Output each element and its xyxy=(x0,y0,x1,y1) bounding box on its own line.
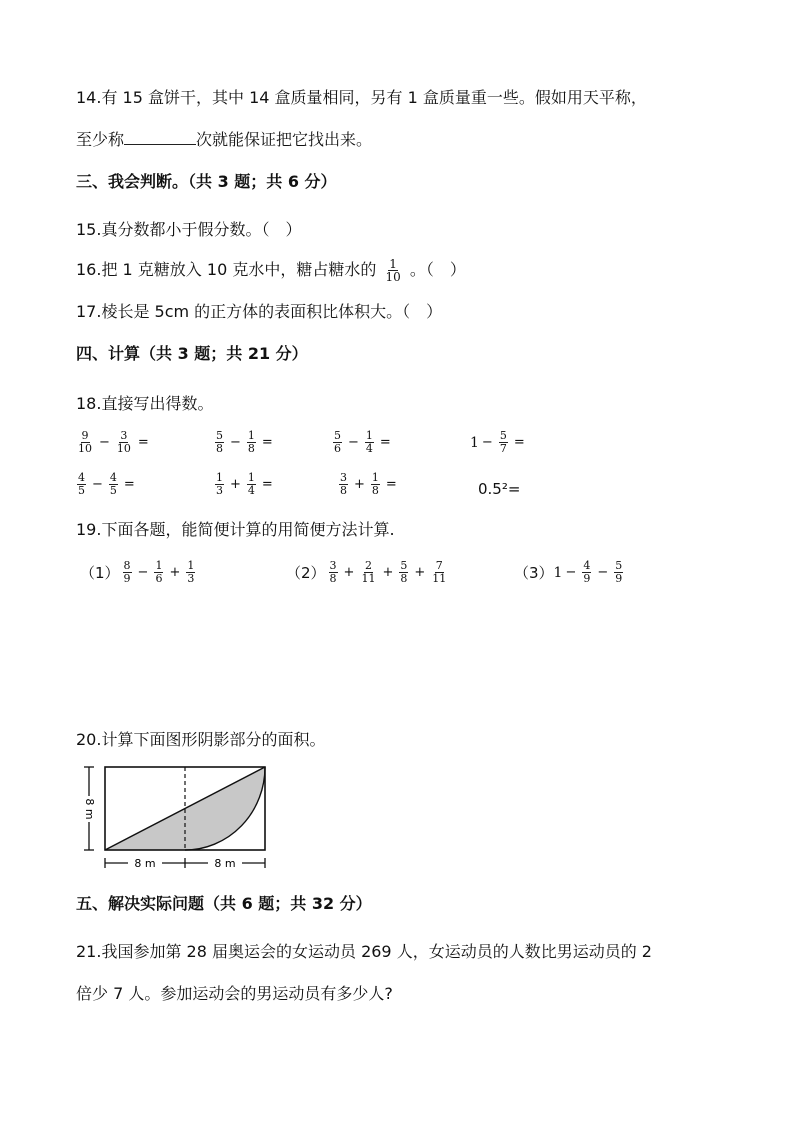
fraction xyxy=(333,430,342,455)
fraction xyxy=(116,430,132,455)
operator: − xyxy=(92,477,103,492)
fraction xyxy=(329,560,338,585)
operator: − xyxy=(597,565,609,580)
q18-item-4 xyxy=(470,430,528,455)
frac-den: 6 xyxy=(155,572,163,585)
part-label: （2） xyxy=(286,564,326,582)
q19-title: 19.下面各题，能简便计算的用简便方法计算. xyxy=(76,520,395,539)
frac-den: 8 xyxy=(329,572,337,585)
frac-den: 9 xyxy=(615,572,623,585)
equals: = xyxy=(137,435,149,450)
whole-number: 1 xyxy=(470,434,479,451)
operator: − xyxy=(99,435,110,450)
operator: − xyxy=(565,565,577,580)
frac-num: 2 xyxy=(364,559,372,572)
answer-blank[interactable] xyxy=(124,128,196,145)
part-label: （3） xyxy=(514,564,554,582)
operator: + xyxy=(354,477,365,492)
fraction xyxy=(371,472,380,497)
fraction xyxy=(247,430,256,455)
operator: + xyxy=(169,565,181,580)
frac-den: 9 xyxy=(583,572,591,585)
q21-line1: 21.我国参加第 28 届奥运会的女运动员 269 人，女运动员的人数比男运动员的 2 xyxy=(76,942,652,961)
q14-line2-before: 至少称 xyxy=(76,130,125,149)
frac-den: 7 xyxy=(499,442,507,455)
q16-after: 。（ ） xyxy=(409,260,466,279)
q18-item-5 xyxy=(74,472,138,497)
frac-num: 5 xyxy=(400,559,408,572)
bottom-right-dimension-label: 8 m xyxy=(214,857,236,870)
q18-item-7 xyxy=(336,472,400,497)
frac-den: 4 xyxy=(365,442,373,455)
frac-num: 5 xyxy=(216,429,223,442)
frac-num: 5 xyxy=(334,429,341,442)
frac-num: 5 xyxy=(499,429,507,442)
shaded-area-figure xyxy=(78,762,278,872)
frac-num: 7 xyxy=(435,559,443,572)
q21-line2: 倍少 7 人。参加运动会的男运动员有多少人? xyxy=(76,984,393,1003)
frac-den: 8 xyxy=(340,484,347,497)
q18-item-1 xyxy=(74,430,152,455)
q16-fraction xyxy=(384,258,401,283)
fraction xyxy=(582,560,591,585)
frac-den: 10 xyxy=(385,270,401,284)
operator: − xyxy=(348,435,359,450)
q18-item-8: 0.5²= xyxy=(478,480,521,498)
fraction xyxy=(77,430,93,455)
q16-line xyxy=(76,258,466,283)
left-dimension-label: 8 m xyxy=(83,798,96,820)
frac-num: 1 xyxy=(247,429,255,442)
fraction xyxy=(123,560,132,585)
frac-den: 5 xyxy=(78,484,85,497)
frac-num: 4 xyxy=(583,559,591,572)
frac-num: 1 xyxy=(389,257,397,271)
q16-before: 16.把 1 克糖放入 10 克水中，糖占糖水的 xyxy=(76,260,377,279)
equals: = xyxy=(379,435,391,450)
frac-den: 8 xyxy=(216,442,223,455)
q19-part-3 xyxy=(514,560,626,585)
q18-item-6 xyxy=(212,472,276,497)
fraction xyxy=(109,472,118,497)
fraction xyxy=(247,472,256,497)
q17-text: 17.棱长是 5cm 的正方体的表面积比体积大。（ ） xyxy=(76,302,443,321)
equals: = xyxy=(385,477,397,492)
q15-text: 15.真分数都小于假分数。（ ） xyxy=(76,220,302,239)
operator: + xyxy=(230,477,241,492)
q18-item-3 xyxy=(330,430,394,455)
frac-den: 9 xyxy=(123,572,131,585)
equals: = xyxy=(261,435,273,450)
fraction xyxy=(499,430,508,455)
frac-den: 8 xyxy=(400,572,408,585)
frac-den: 6 xyxy=(334,442,341,455)
operator: − xyxy=(481,435,493,450)
frac-den: 3 xyxy=(216,484,223,497)
fraction xyxy=(431,560,447,585)
q14-line1: 14.有 15 盒饼干，其中 14 盒质量相同，另有 1 盒质量重一些。假如用天平称， xyxy=(76,88,647,107)
whole-number: 1 xyxy=(553,564,563,581)
frac-num: 1 xyxy=(155,559,163,572)
q19-part-1 xyxy=(80,560,198,585)
frac-den: 11 xyxy=(361,572,376,585)
q14-line2-after: 次就能保证把它找出来。 xyxy=(196,130,373,149)
fraction xyxy=(77,472,86,497)
equals: = xyxy=(123,477,135,492)
part-label: （1） xyxy=(80,564,120,582)
frac-num: 1 xyxy=(371,471,379,484)
frac-den: 4 xyxy=(247,484,255,497)
q18-item-2 xyxy=(212,430,276,455)
operator: − xyxy=(230,435,241,450)
fraction xyxy=(339,472,348,497)
fraction xyxy=(215,472,224,497)
equals: = xyxy=(261,477,273,492)
fraction xyxy=(365,430,374,455)
frac-den: 3 xyxy=(187,572,195,585)
fraction xyxy=(154,560,163,585)
frac-num: 1 xyxy=(247,471,255,484)
fraction xyxy=(186,560,195,585)
frac-num: 4 xyxy=(78,471,85,484)
frac-den: 11 xyxy=(432,572,447,585)
frac-den: 8 xyxy=(247,442,255,455)
frac-num: 3 xyxy=(340,471,347,484)
frac-num: 1 xyxy=(187,559,195,572)
operator: + xyxy=(414,565,426,580)
q14-line2 xyxy=(76,128,372,152)
fraction xyxy=(614,560,623,585)
frac-num: 1 xyxy=(365,429,373,442)
equals: = xyxy=(513,435,525,450)
frac-num: 5 xyxy=(615,559,623,572)
q20-title: 20.计算下面图形阴影部分的面积。 xyxy=(76,730,326,749)
section4-title: 四、计算（共 3 题；共 21 分） xyxy=(76,344,308,363)
frac-num: 3 xyxy=(120,429,128,442)
q19-part-2 xyxy=(286,560,450,585)
frac-den: 8 xyxy=(371,484,379,497)
frac-num: 4 xyxy=(109,471,117,484)
frac-num: 9 xyxy=(81,429,89,442)
bottom-left-dimension-label: 8 m xyxy=(134,857,156,870)
section5-title: 五、解决实际问题（共 6 题；共 32 分） xyxy=(76,894,372,913)
frac-num: 3 xyxy=(329,559,337,572)
operator: − xyxy=(137,565,149,580)
operator: + xyxy=(343,565,355,580)
fraction xyxy=(399,560,408,585)
frac-den: 5 xyxy=(109,484,117,497)
fraction xyxy=(215,430,224,455)
frac-num: 1 xyxy=(216,471,223,484)
frac-den: 10 xyxy=(78,442,92,455)
frac-den: 10 xyxy=(116,442,131,455)
section3-title: 三、我会判断。（共 3 题；共 6 分） xyxy=(76,172,337,191)
fraction xyxy=(360,560,376,585)
frac-num: 8 xyxy=(123,559,131,572)
q18-title: 18.直接写出得数。 xyxy=(76,394,214,413)
operator: + xyxy=(382,565,394,580)
